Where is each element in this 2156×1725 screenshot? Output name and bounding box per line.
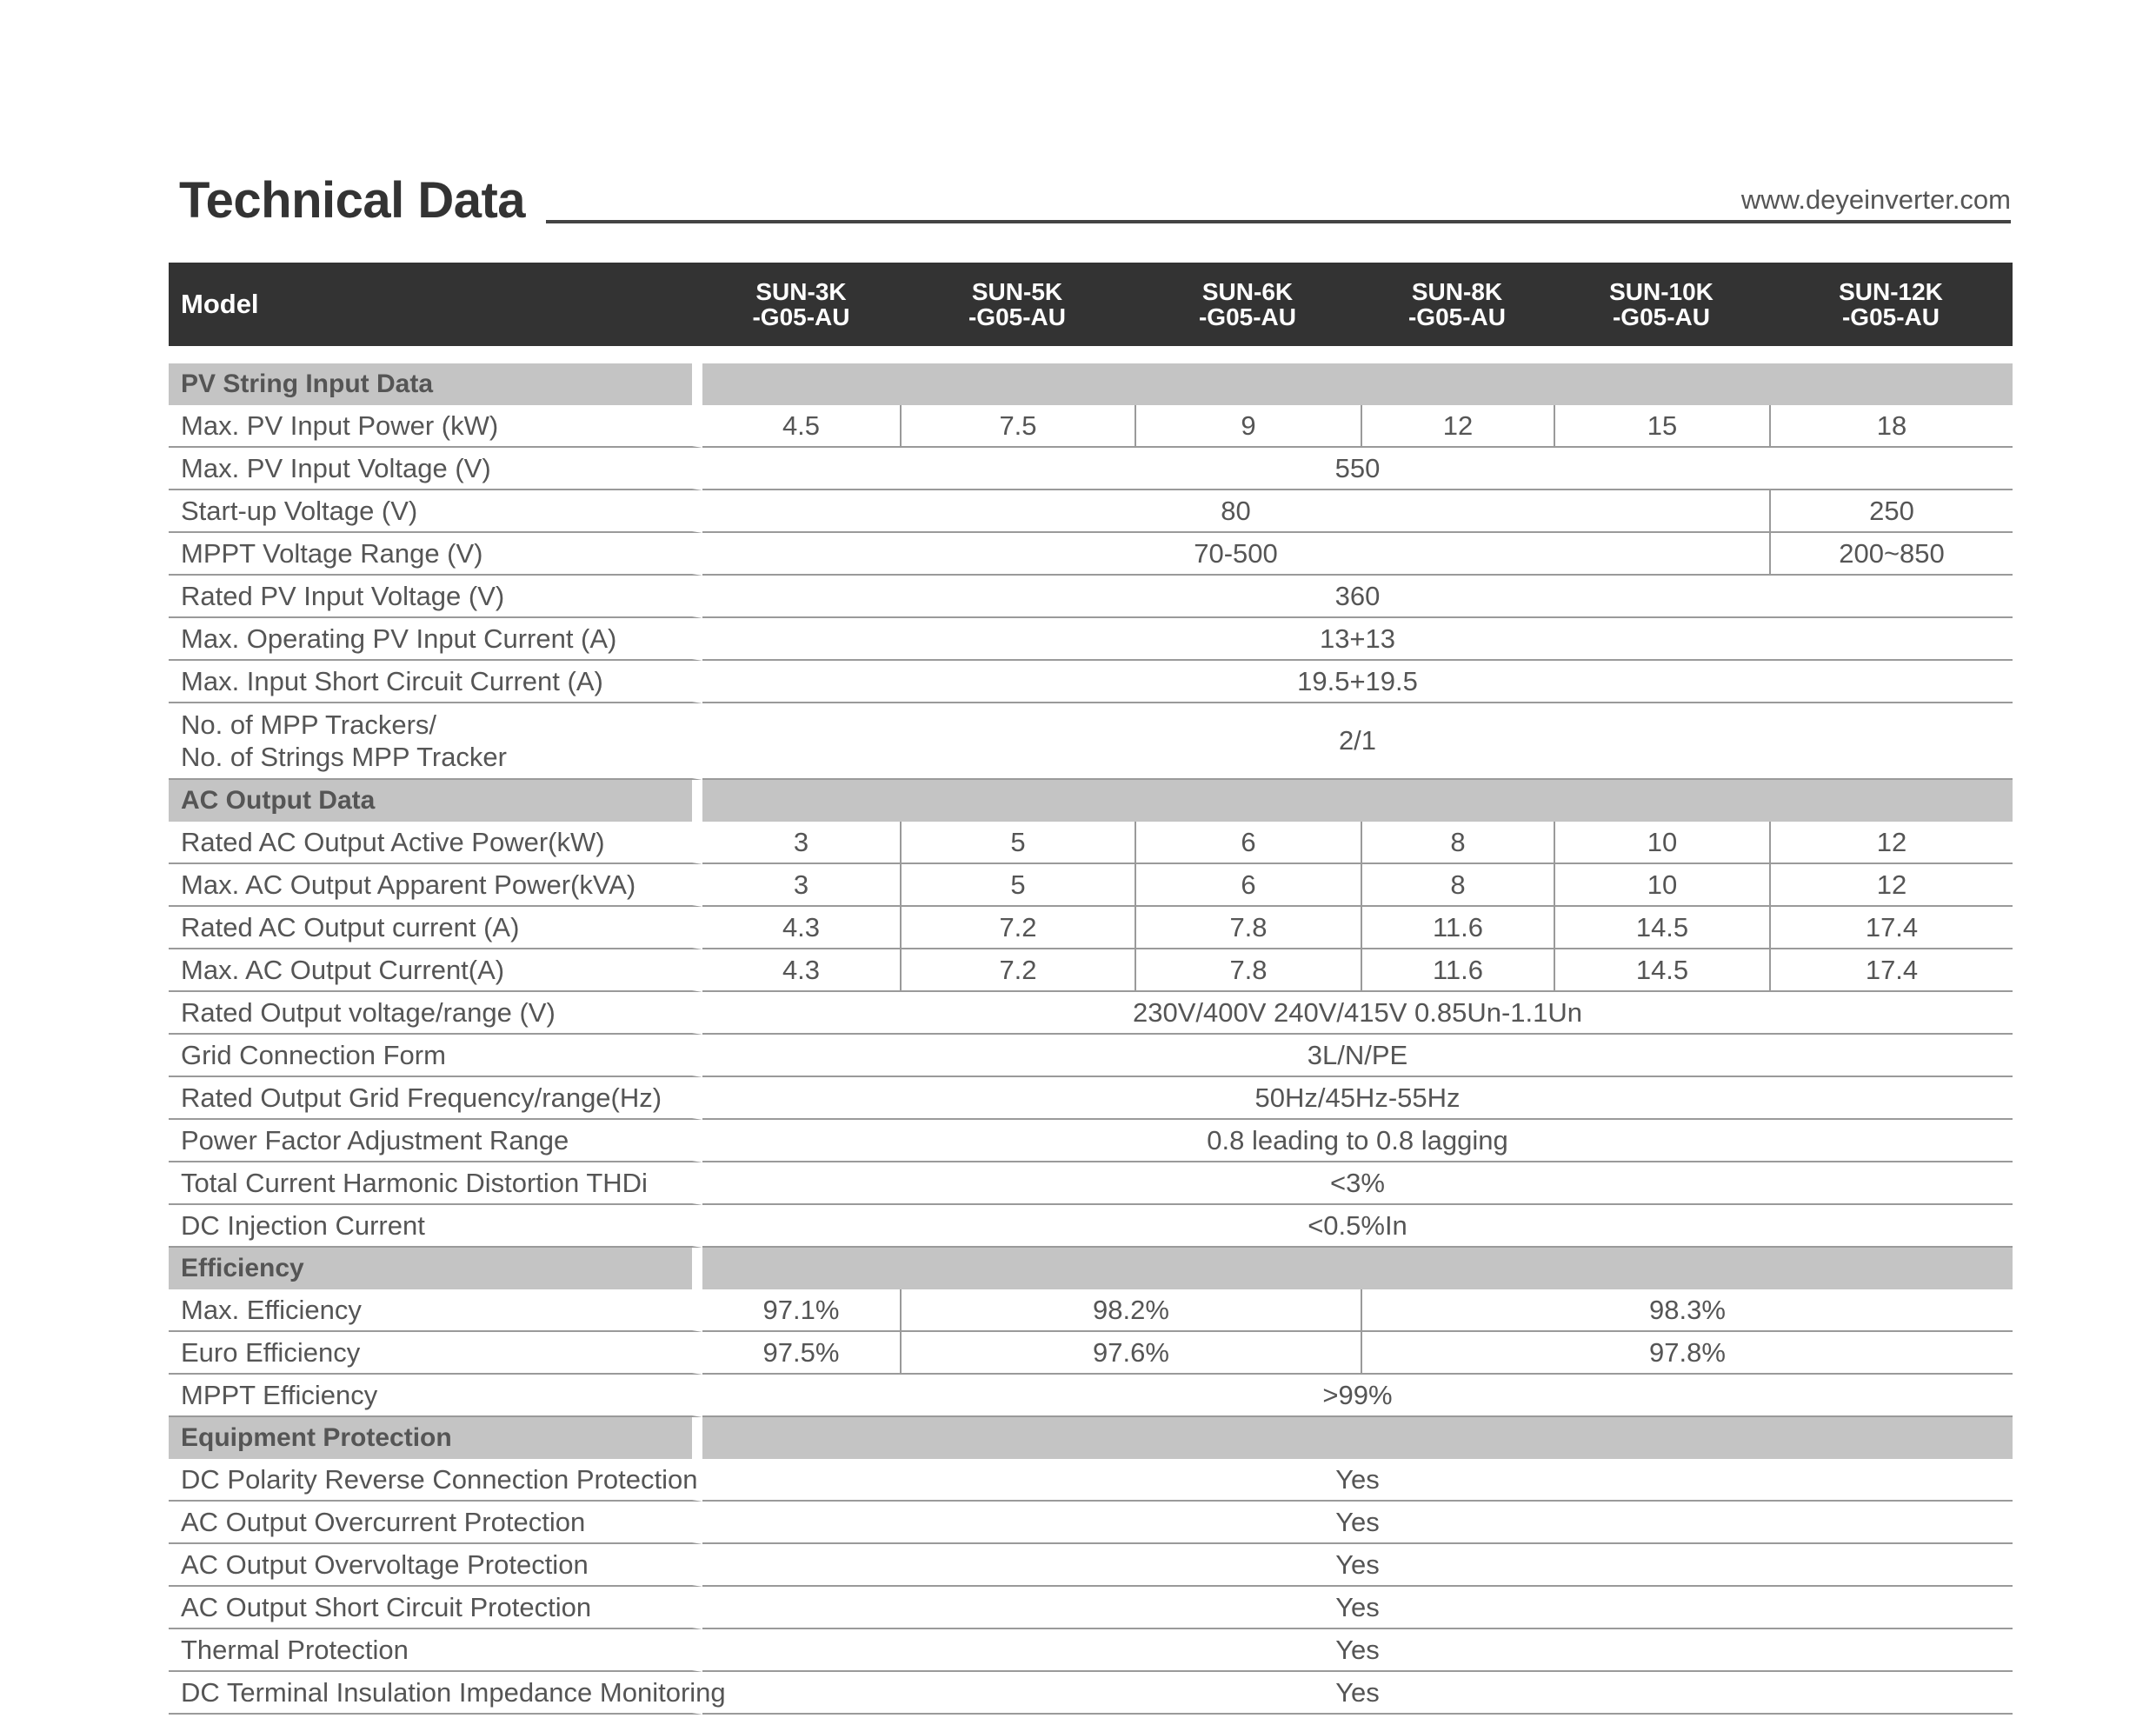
spec-row: [169, 907, 2013, 949]
spec-value: 80: [702, 490, 1769, 533]
spec-value: 14.5: [1554, 907, 1769, 949]
section-band: [702, 1417, 2013, 1459]
spec-row: [169, 1672, 2013, 1715]
spec-value: 4.3: [702, 949, 900, 992]
spec-row: [169, 1162, 2013, 1205]
section-band: [702, 1248, 2013, 1289]
model-name: SUN-10K -G05-AU: [1554, 263, 1769, 346]
spec-value: 7.8: [1135, 907, 1361, 949]
spec-value: Yes: [702, 1544, 2013, 1587]
model-name: SUN-3K -G05-AU: [702, 263, 900, 346]
title-underline: [546, 220, 2011, 223]
spec-value: 550: [702, 448, 2013, 490]
spec-value: 200~850: [1769, 533, 2013, 576]
spec-label: Max. AC Output Apparent Power(kVA): [169, 864, 702, 907]
spec-row: [169, 618, 2013, 661]
spec-value: 97.5%: [702, 1332, 900, 1375]
section-title: Equipment Protection: [169, 1417, 702, 1459]
spec-value: Yes: [702, 1672, 2013, 1715]
spec-row: [169, 1205, 2013, 1248]
spec-row: [169, 1077, 2013, 1120]
spec-value: 10: [1554, 864, 1769, 907]
section-header-row: [169, 363, 2013, 405]
spec-label: Rated AC Output Active Power(kW): [169, 822, 702, 864]
section-title: AC Output Data: [169, 780, 702, 822]
spec-row: [169, 448, 2013, 490]
spec-value: 7.5: [900, 405, 1135, 448]
spec-row: [169, 1289, 2013, 1332]
spec-label: Rated Output voltage/range (V): [169, 992, 702, 1035]
spec-value: >99%: [702, 1375, 2013, 1417]
spec-value: 14.5: [1554, 949, 1769, 992]
model-name: SUN-12K -G05-AU: [1769, 263, 2013, 346]
section-title: PV String Input Data: [169, 363, 702, 405]
spec-label: Max. Operating PV Input Current (A): [169, 618, 702, 661]
spec-row: [169, 1035, 2013, 1077]
spec-value: 6: [1135, 864, 1361, 907]
spec-row: [169, 949, 2013, 992]
section-header-row: [169, 780, 2013, 822]
section-band: [702, 780, 2013, 822]
spec-row: [169, 1375, 2013, 1417]
section-header-row: [169, 1417, 2013, 1459]
spec-value: 12: [1769, 864, 2013, 907]
spec-value: 97.1%: [702, 1289, 900, 1332]
spec-value: 97.8%: [1361, 1332, 2013, 1375]
spec-value: 230V/400V 240V/415V 0.85Un-1.1Un: [702, 992, 2013, 1035]
spec-row: [169, 822, 2013, 864]
spec-label: Max. Efficiency: [169, 1289, 702, 1332]
spec-value: 0.8 leading to 0.8 lagging: [702, 1120, 2013, 1162]
spec-label: MPPT Efficiency: [169, 1375, 702, 1417]
header-spacer: [169, 346, 2013, 363]
spec-label: Rated PV Input Voltage (V): [169, 576, 702, 618]
spec-label: Total Current Harmonic Distortion THDi: [169, 1162, 702, 1205]
spec-value: 10: [1554, 822, 1769, 864]
page-title: Technical Data: [179, 172, 526, 229]
spec-value: 7.2: [900, 949, 1135, 992]
spec-value: 8: [1361, 822, 1554, 864]
spec-value: Yes: [702, 1502, 2013, 1544]
spec-label: Start-up Voltage (V): [169, 490, 702, 533]
spec-value: 4.5: [702, 405, 900, 448]
spec-value: 19.5+19.5: [702, 661, 2013, 703]
section-title: Efficiency: [169, 1248, 702, 1289]
spec-value: 98.3%: [1361, 1289, 2013, 1332]
spec-value: <3%: [702, 1162, 2013, 1205]
spec-value: 70-500: [702, 533, 1769, 576]
spec-value: 12: [1361, 405, 1554, 448]
spec-row: [169, 405, 2013, 448]
spec-value: 250: [1769, 490, 2013, 533]
spec-value: 11.6: [1361, 949, 1554, 992]
spec-value: 3: [702, 822, 900, 864]
spec-label: DC Terminal Insulation Impedance Monitoring: [169, 1672, 702, 1715]
model-header-row: [169, 263, 2013, 346]
section-header-row: [169, 1248, 2013, 1289]
spec-body: [169, 363, 2013, 1715]
model-label: Model: [169, 263, 702, 346]
spec-value: 2/1: [702, 703, 2013, 780]
spec-row: [169, 490, 2013, 533]
spec-row: [169, 1459, 2013, 1502]
spec-label: Max. PV Input Voltage (V): [169, 448, 702, 490]
spec-label: AC Output Overcurrent Protection: [169, 1502, 702, 1544]
spec-label: AC Output Short Circuit Protection: [169, 1587, 702, 1629]
spec-value: 50Hz/45Hz-55Hz: [702, 1077, 2013, 1120]
spec-label: Max. AC Output Current(A): [169, 949, 702, 992]
spec-value: 17.4: [1769, 907, 2013, 949]
spec-value: 5: [900, 864, 1135, 907]
spec-label: Power Factor Adjustment Range: [169, 1120, 702, 1162]
spec-value: 4.3: [702, 907, 900, 949]
page-header: [179, 170, 2011, 231]
spec-value: <0.5%In: [702, 1205, 2013, 1248]
spec-row: [169, 703, 2013, 780]
spec-row: [169, 576, 2013, 618]
spec-value: 3: [702, 864, 900, 907]
spec-label: Rated Output Grid Frequency/range(Hz): [169, 1077, 702, 1120]
spec-row: [169, 1587, 2013, 1629]
spec-value: 360: [702, 576, 2013, 618]
spec-value: 98.2%: [900, 1289, 1361, 1332]
spec-label: Thermal Protection: [169, 1629, 702, 1672]
spec-row: [169, 1120, 2013, 1162]
spec-value: 13+13: [702, 618, 2013, 661]
spec-row: [169, 661, 2013, 703]
spec-label: Euro Efficiency: [169, 1332, 702, 1375]
section-band: [702, 363, 2013, 405]
spec-value: 18: [1769, 405, 2013, 448]
spec-value: Yes: [702, 1629, 2013, 1672]
spec-value: Yes: [702, 1459, 2013, 1502]
spec-value: 15: [1554, 405, 1769, 448]
spec-value: 12: [1769, 822, 2013, 864]
spec-value: 6: [1135, 822, 1361, 864]
technical-data-table: [169, 263, 2013, 1715]
spec-label: DC Polarity Reverse Connection Protection: [169, 1459, 702, 1502]
spec-label: Rated AC Output current (A): [169, 907, 702, 949]
spec-value: 97.6%: [900, 1332, 1361, 1375]
spec-label: Grid Connection Form: [169, 1035, 702, 1077]
spec-value: 3L/N/PE: [702, 1035, 2013, 1077]
spec-label: Max. Input Short Circuit Current (A): [169, 661, 702, 703]
spec-label: No. of MPP Trackers/ No. of Strings MPP Tracker: [169, 703, 702, 780]
spec-value: 17.4: [1769, 949, 2013, 992]
spec-value: Yes: [702, 1587, 2013, 1629]
model-name: SUN-5K -G05-AU: [900, 263, 1135, 346]
spec-row: [169, 992, 2013, 1035]
spec-value: 11.6: [1361, 907, 1554, 949]
spec-row: [169, 864, 2013, 907]
spec-value: 9: [1135, 405, 1361, 448]
spec-value: 8: [1361, 864, 1554, 907]
spec-label: MPPT Voltage Range (V): [169, 533, 702, 576]
spec-value: 5: [900, 822, 1135, 864]
spec-row: [169, 1629, 2013, 1672]
model-name: SUN-6K -G05-AU: [1135, 263, 1361, 346]
spec-label: DC Injection Current: [169, 1205, 702, 1248]
website-url: www.deyeinverter.com: [1740, 184, 2011, 215]
spec-row: [169, 1332, 2013, 1375]
spec-row: [169, 1502, 2013, 1544]
model-name: SUN-8K -G05-AU: [1361, 263, 1554, 346]
spec-value: 7.2: [900, 907, 1135, 949]
spec-label: AC Output Overvoltage Protection: [169, 1544, 702, 1587]
spec-row: [169, 1544, 2013, 1587]
spec-label: Max. PV Input Power (kW): [169, 405, 702, 448]
spec-value: 7.8: [1135, 949, 1361, 992]
spec-row: [169, 533, 2013, 576]
